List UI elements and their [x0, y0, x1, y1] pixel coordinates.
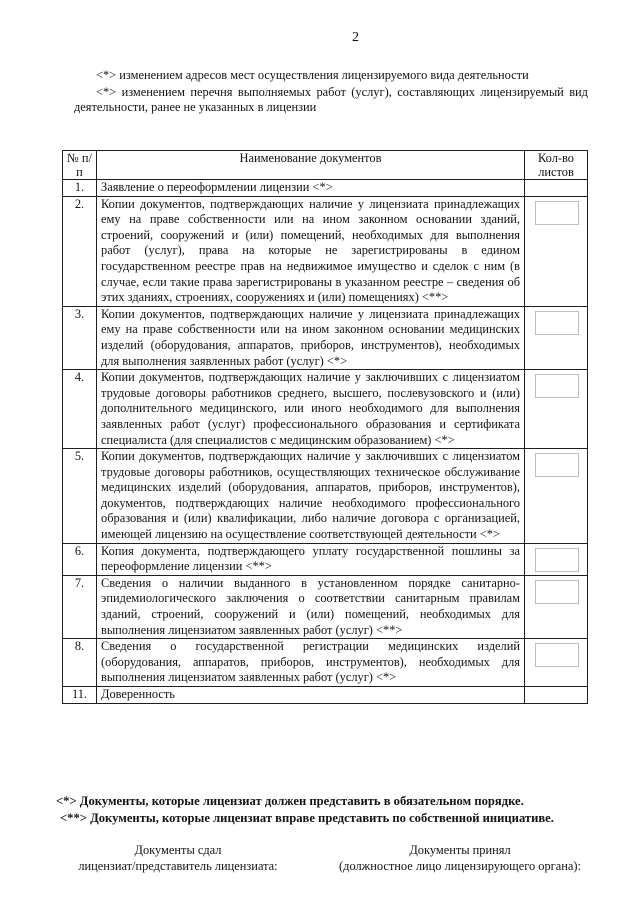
- signature-accepted-role: (должностное лицо лицензирующего органа):: [339, 859, 581, 873]
- row-number: 6.: [63, 543, 97, 575]
- row-document-name: Копии документов, подтверждающих наличие у лицензиата принадлежащих ему на праве собственности или на ином законном основании зданий, строений, сооружений и (или) помещений, необходимых для выполнения работ (услуг), права на которые не зарегистрированы в едином государственном реестре прав на недвижимое имущество и сделок с ним (в случае, если такие права зарегистрированы в указанном реестре – сведения об этих зданиях, строениях, сооружениях и (или) помещениях) <**>: [97, 196, 525, 306]
- row-sheet-count-cell: [525, 306, 588, 369]
- row-document-name: Копии документов, подтверждающих наличие у заключивших с лицензиатом трудовые договоры работников среднего, высшего, послевузовского и (или) дополнительного медицинского, или иного необходимого для выполнения заявленных работ (услуг) профессионального образования и сертификата специалиста (для специалистов с медицинским образованием) <*>: [97, 370, 525, 449]
- table-row: [63, 370, 588, 449]
- row-sheet-count-cell: [525, 449, 588, 544]
- row-number: 11.: [63, 687, 97, 704]
- sheet-count-input[interactable]: [535, 643, 579, 667]
- signature-submitted-role: лицензиат/представитель лицензиата:: [78, 859, 278, 873]
- intro-notes: [74, 68, 588, 116]
- row-sheet-count-cell: [525, 639, 588, 687]
- row-sheet-count-cell: [525, 543, 588, 575]
- row-number: 1.: [63, 180, 97, 197]
- row-document-name: Копия документа, подтверждающего уплату государственной пошлины за переоформление лицензии <**>: [97, 543, 525, 575]
- signature-accepted: [310, 842, 610, 874]
- row-number: 5.: [63, 449, 97, 544]
- row-number: 3.: [63, 306, 97, 369]
- row-number: 2.: [63, 196, 97, 306]
- row-sheet-count-cell: [525, 370, 588, 449]
- sheet-count-input[interactable]: [535, 453, 579, 477]
- row-document-name: Сведения о наличии выданного в установленном порядке санитарно-эпидемиологического заключения о соответствии санитарным правилам зданий, строений, сооружений и (или) помещений, необходимых для выполнения лицензиатом заявленных работ (услуг) <**>: [97, 575, 525, 638]
- table-row: [63, 639, 588, 687]
- table-row: [63, 180, 588, 197]
- row-document-name: Копии документов, подтверждающих наличие у лицензиата принадлежащих ему на праве собственности или на ином законном основании медицинских изделий (оборудования, аппаратов, приборов, инструментов), необходимых для выполнения заявленных работ (услуг) <*>: [97, 306, 525, 369]
- row-document-name: Заявление о переоформлении лицензии <*>: [97, 180, 525, 197]
- footnote-mandatory: <*> Документы, которые лицензиат должен представить в обязательном порядке.: [56, 794, 524, 808]
- table-row: [63, 543, 588, 575]
- footnotes: [56, 793, 616, 827]
- table-row: [63, 575, 588, 638]
- row-document-name: Копии документов, подтверждающих наличие у заключивших с лицензиатом трудовые договоры работников, осуществляющих техническое обслуживание медицинских изделий (оборудования, аппаратов, приборов, инструментов), документов, подтверждающих наличие необходимого профессионального образования и (или) квалификации, либо наличие договора с организацией, имеющей лицензию на осуществление соответствующей деятельности <*>: [97, 449, 525, 544]
- table-row: [63, 196, 588, 306]
- sheet-count-input[interactable]: [535, 374, 579, 398]
- row-document-name: Сведения о государственной регистрации медицинских изделий (оборудования, аппаратов, приборов, инструментов), необходимых для выполнения лицензиатом заявленных работ (услуг) <*>: [97, 639, 525, 687]
- signature-accepted-title: Документы принял: [409, 843, 511, 857]
- header-number: № п/п: [63, 151, 97, 180]
- sheet-count-input[interactable]: [535, 580, 579, 604]
- row-sheet-count-cell: [525, 196, 588, 306]
- sheet-count-input[interactable]: [535, 311, 579, 335]
- row-number: 7.: [63, 575, 97, 638]
- footnote-optional: <**> Документы, которые лицензиат вправе представить по собственной инициативе.: [60, 811, 554, 825]
- row-number: 8.: [63, 639, 97, 687]
- row-sheet-count-cell: [525, 180, 588, 197]
- table-row: [63, 687, 588, 704]
- documents-table: [62, 150, 588, 704]
- sheet-count-input[interactable]: [535, 548, 579, 572]
- table-row: [63, 449, 588, 544]
- page-number: 2: [352, 30, 359, 45]
- row-sheet-count-cell: [525, 575, 588, 638]
- sheet-count-input[interactable]: [535, 201, 579, 225]
- row-document-name: Доверенность: [97, 687, 525, 704]
- intro-note-services: <*> изменением перечня выполняемых работ (услуг), составляющих лицензируемый вид деятельности, ранее не указанных в лицензии: [74, 84, 588, 115]
- header-sheet-count: Кол-во листов: [525, 151, 588, 180]
- signature-submitted-title: Документы сдал: [134, 843, 222, 857]
- row-sheet-count-cell: [525, 687, 588, 704]
- table-header-row: [63, 151, 588, 180]
- row-number: 4.: [63, 370, 97, 449]
- table-row: [63, 306, 588, 369]
- header-document-name: Наименование документов: [97, 151, 525, 180]
- intro-note-addresses: <*> изменением адресов мест осуществления лицензируемого вида деятельности: [96, 68, 529, 82]
- signature-submitted: [48, 842, 308, 874]
